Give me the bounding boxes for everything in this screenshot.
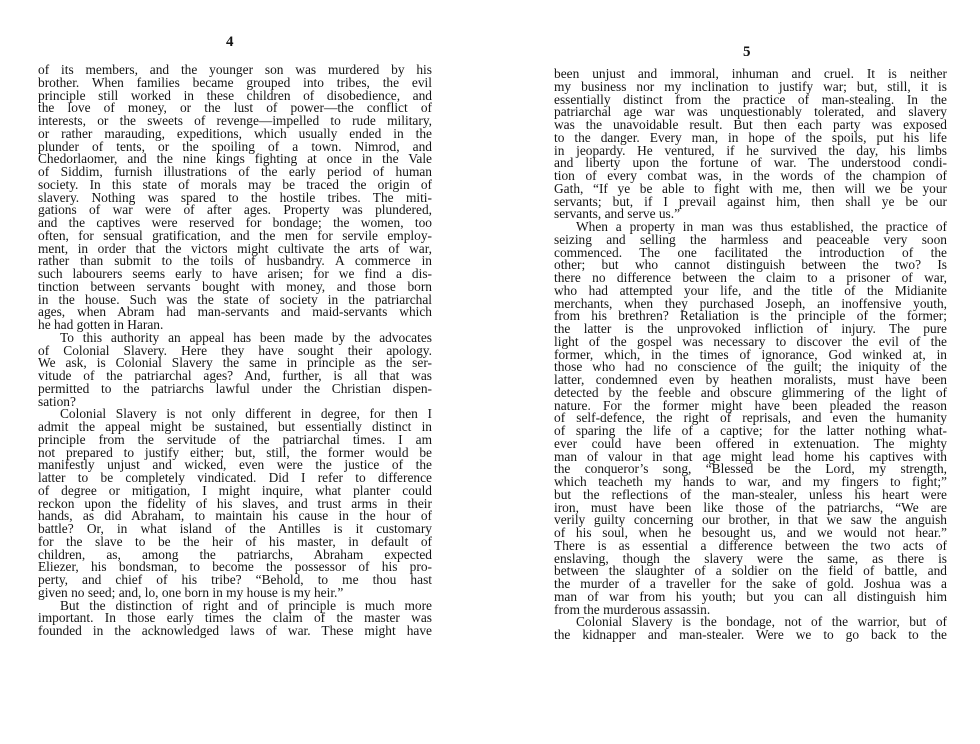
text-line: or rather marauding, expeditions, which usually ended in the xyxy=(38,125,432,141)
text-line: nature. For the former might have been pleaded the reason xyxy=(554,397,947,413)
text-line: patriarchal age war was unquestionably tolerated, and slavery xyxy=(554,104,947,120)
text-line: of Siddim, furnish illustrations of the early period of human xyxy=(38,164,432,179)
page-number: 5 xyxy=(743,44,751,60)
text-line: commenced. The one facilitated the introduction of the xyxy=(554,244,947,260)
text-line: permitted to the patriarchs lawful under the Christian dispen- xyxy=(38,380,432,396)
text-line: given no seed; and, lo, one born in my house is my heir.” xyxy=(38,584,344,600)
body-text xyxy=(554,68,947,642)
text-line: man of valour in that age might lead home his captives with xyxy=(554,448,947,464)
text-line: often, for sensual gratification, and the men for servile employ- xyxy=(38,227,432,243)
text-line: important. In those early times the claim of the master was xyxy=(38,610,432,626)
text-line: in the house. Such was the state of society in the patriarchal xyxy=(38,291,432,307)
right-page xyxy=(490,0,980,744)
text-line: the love of money, or the lust of power—the conflict of xyxy=(38,100,432,116)
text-line: of sparing the life of a captive; for the latter nothing what- xyxy=(554,423,947,438)
text-line: Colonial Slavery is not only different in degree, for then I xyxy=(60,406,432,422)
text-line: tinction between servants bought with money, and those born xyxy=(38,278,432,294)
text-line: Colonial Slavery is the bondage, not of the warrior, but of xyxy=(576,614,947,630)
text-line: principle from the servitude of the patriarchal times. I am xyxy=(38,431,432,447)
text-line: for the slave to be the heir of his master, in default of xyxy=(38,533,432,549)
text-line: ever could have been offered in extenuation. The mighty xyxy=(554,435,947,451)
text-line: We ask, is Colonial Slavery the same in principle as the ser- xyxy=(38,355,432,371)
text-line: who had attempted your life, and the title of the Midianite xyxy=(554,282,947,298)
text-line: the latter is the unprovoked infliction of injury. The pure xyxy=(554,321,947,336)
text-line: Chedorlaomer, and the nine kings fighting at once in the Vale xyxy=(38,151,432,167)
text-line: between the slaughter of a soldier on the field of battle, and xyxy=(554,563,947,579)
text-line: Eliezer, his bondsman, to become the possessor of his pro- xyxy=(38,559,432,575)
text-line: not prepared to justify either; but, still, the former would be xyxy=(38,444,432,460)
text-line: other; but who cannot distinguish between the two? Is xyxy=(554,257,947,273)
text-line: enslaving, though the slavery were the same, as there is xyxy=(554,550,947,566)
text-line: servants; but, if I prevail against him, then shall ye be our xyxy=(554,193,947,209)
text-line: slavery. Nothing was spared to the hostile tribes. The miti- xyxy=(38,189,432,205)
text-line: gations of war were of after ages. Property was plundered, xyxy=(38,202,432,218)
text-line: man of war from his youth; but you can all distinguish him xyxy=(554,588,947,604)
text-line: essentially distinct from the practice of man-stealing. In the xyxy=(554,91,947,107)
text-line: from his brethren? Retaliation is the principle of the former; xyxy=(554,308,947,324)
text-line: the conqueror’s song, “Blessed be the Lord, my strength, xyxy=(554,461,947,477)
text-line: Gath, “If ye be able to fight with me, then will we be your xyxy=(554,180,947,196)
text-line: When a property in man was thus established, the practice of xyxy=(576,219,947,234)
text-line: former, which, in the times of ignorance, God winked at, in xyxy=(554,346,947,362)
text-line: society. In this state of morals may be traced the origin of xyxy=(38,176,432,192)
text-line: was the unavoidable result. But then each party was exposed xyxy=(554,117,947,132)
text-line: those who had no conscience of the guilt; the iniquity of the xyxy=(554,359,947,375)
text-line: ages, when Abram had man-servants and maid-servants which xyxy=(38,304,432,320)
text-line: of Colonial Slavery. Here they have sought their apology. xyxy=(38,342,432,358)
text-line: of his soul, when he besought us, and we would not hear.” xyxy=(554,525,947,540)
text-line: from the murderous assassin. xyxy=(554,601,711,617)
text-line: iron, must have been like those of the patriarchs, “We are xyxy=(554,499,947,515)
text-line: founded in the acknowledged laws of war. These might have xyxy=(38,623,432,638)
text-line: vitude of the patriarchal ages? And, further, is all that was xyxy=(38,368,432,383)
text-line: rather than submit to the toils of husbandry. A commerce in xyxy=(38,253,432,269)
text-line: but the reflections of the man-stealer, unless his heart were xyxy=(554,486,947,502)
text-line: verily guilty concerning our brother, in that we saw the anguish xyxy=(554,512,947,528)
text-line: admit the appeal might be sustained, but essentially distinct in xyxy=(38,419,432,434)
text-line: hands, as did Abraham, to maintain his cause in the hour of xyxy=(38,508,432,524)
text-line: But the distinction of right and of principle is much more xyxy=(60,597,432,613)
text-line: battle? Or, in what island of the Antilles is it customary xyxy=(38,521,432,536)
text-line: reckon upon the fidelity of his slaves, and trust arms in their xyxy=(38,495,432,511)
text-line: of its members, and the younger son was murdered by his xyxy=(38,62,432,77)
text-line: There is as essential a difference between the two acts of xyxy=(554,537,947,553)
text-line: light of the gospel was necessary to discover the evil of the xyxy=(554,333,947,349)
text-line: principle still worked in these children of disobedience, and xyxy=(38,87,432,103)
text-line: of degree or mitigation, I might inquire, what planter could xyxy=(38,482,432,498)
text-line: ment, in order that the victors might cultivate the arts of war, xyxy=(38,240,432,256)
text-line: in jeopardy. He ventured, if he survived the day, his limbs xyxy=(554,142,947,158)
text-line: merchants, when they purchased Joseph, an inoffensive youth, xyxy=(554,295,947,311)
text-line: and the captives were reserved for bondage; the women, too xyxy=(38,215,432,230)
text-line: my business nor my inclination to justify war; but, still, it is xyxy=(554,78,947,94)
text-line: detected by the feeble and obscure glimmering of the light of xyxy=(554,384,947,400)
text-line: servants, and serve us.” xyxy=(554,206,681,222)
text-line: the kidnapper and man-stealer. Were we to go back to the xyxy=(554,627,947,642)
text-line: which teacheth my hands to war, and my fingers to fight;” xyxy=(554,474,947,489)
text-line: plunder of tents, or the spoiling of a town. Nimrod, and xyxy=(38,138,432,154)
text-line: to the danger. Every man, in hope of the spoils, put his life xyxy=(554,129,947,145)
text-line: tion of every combat was, in the words of the champion of xyxy=(554,168,947,183)
text-line: there no difference between the claim to a prisoner of war, xyxy=(554,270,947,285)
page-number: 4 xyxy=(226,34,234,50)
text-line: seizing and selling the harmless and peaceable very soon xyxy=(554,231,947,247)
text-line: and liberty upon the fortune of war. The understood condi- xyxy=(554,155,947,171)
body-text xyxy=(38,64,432,638)
text-line: such labourers seems early to have arisen; for we find a dis- xyxy=(38,266,432,281)
text-line: he had gotten in Haran. xyxy=(38,317,164,332)
text-line: sation? xyxy=(38,393,76,409)
text-line: brother. When families became grouped into tribes, the evil xyxy=(38,74,432,90)
text-line: interests, or the sweets of revenge—impelled to rude military, xyxy=(38,113,432,128)
text-line: To this authority an appeal has been made by the advocates xyxy=(60,329,432,345)
text-line: manifestly unjust and wicked, even were the justice of the xyxy=(38,457,432,473)
text-line: children, as, among the patriarchs, Abraham expected xyxy=(38,546,432,562)
text-line: perty, and chief of his tribe? “Behold, to me thou hast xyxy=(38,572,432,587)
text-line: been unjust and immoral, inhuman and cruel. It is neither xyxy=(554,66,947,81)
text-line: of self-defence, the right of reprisals, and even the humanity xyxy=(554,410,947,426)
text-line: latter, condemned even by heathen moralists, must have been xyxy=(554,372,947,387)
text-line: the murder of a traveller for the sake of gold. Joshua was a xyxy=(554,576,947,591)
text-line: latter to be completely vindicated. Did I refer to difference xyxy=(38,470,432,485)
